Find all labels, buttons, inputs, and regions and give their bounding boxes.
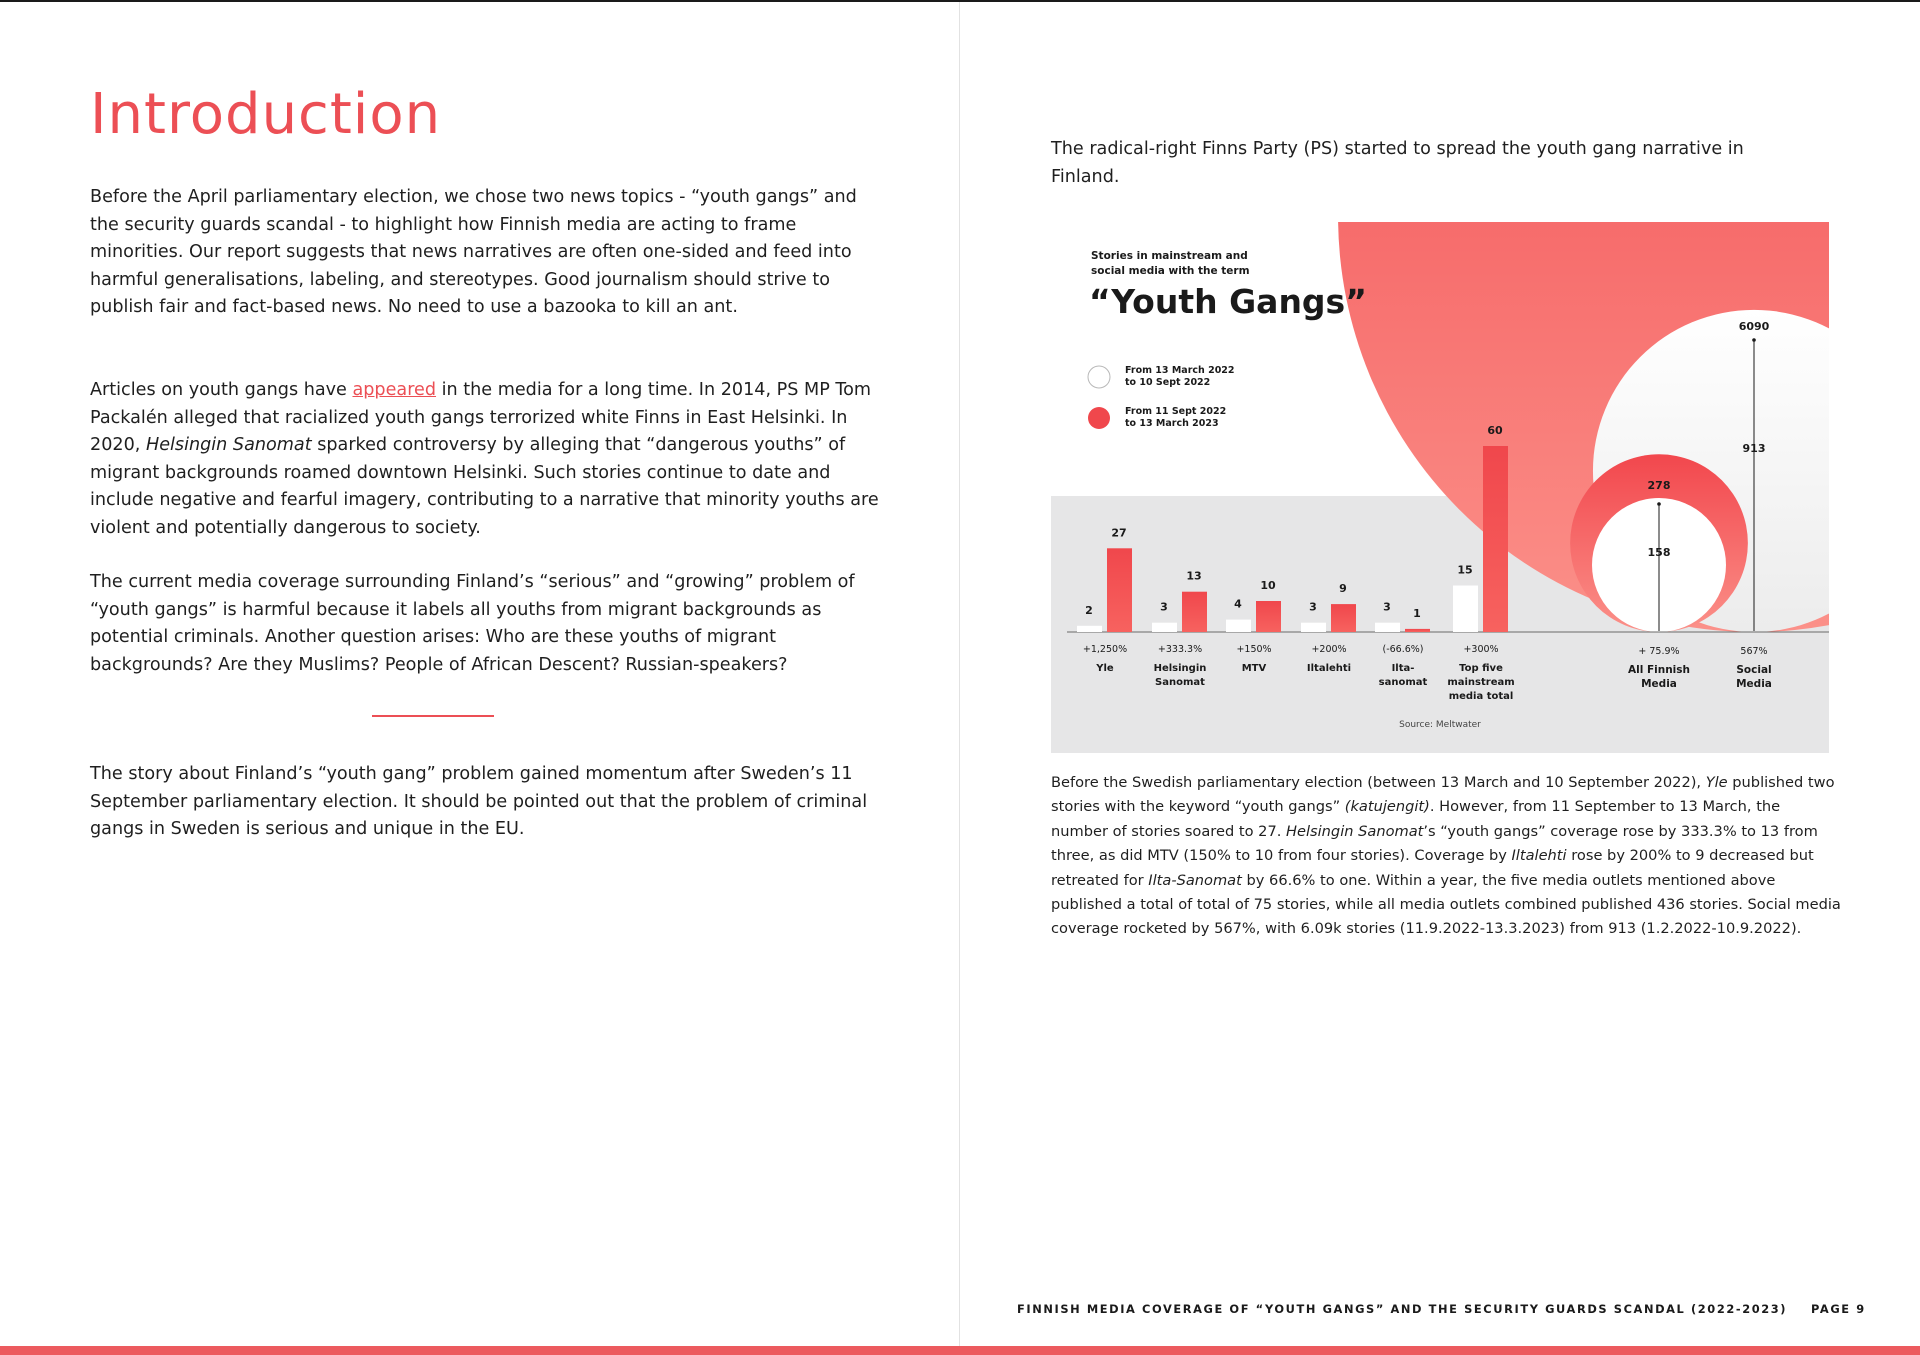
category-label: mainstream (1447, 677, 1515, 688)
social-media-leader-dot (1752, 338, 1756, 342)
social-media-after-label: 6090 (1738, 320, 1770, 333)
bar-after-label: 9 (1339, 582, 1347, 596)
bar-after (1483, 446, 1508, 632)
social-media-change: 567% (1740, 646, 1768, 657)
caption-text: by 66.6% to one. Within a year, the five media outlets mentioned above published a total of total of 75 stories, while all media outlets combined published 436 stories. Social media coverage rocketed by 567%, with 6.09k stories (11.9.2022-13.3.2023) from 913 (1.2.2022-10.9.2022). (1051, 871, 1841, 938)
bar-before (1226, 620, 1251, 632)
category-label: Sanomat (1155, 677, 1205, 688)
bar-before-label: 3 (1160, 600, 1168, 614)
category-label: MTV (1241, 663, 1267, 674)
paragraph-text: in the media for a long time. In 2014, PS MP Tom Packalén alleged that racialized youth gangs terrorized white Finns in East Helsinki. In 2020, (90, 380, 872, 455)
caption-text: Before the Swedish parliamentary election (between 13 March and 10 September 2022), (1051, 774, 1706, 791)
caption-text: ’s “youth gangs” coverage rose by 333.3% to 13 from three, as did MTV (150% to 10 from four stories). Coverage by (1051, 822, 1818, 865)
bar-before-label: 3 (1383, 600, 1391, 614)
category-label: media total (1448, 691, 1514, 702)
category-change: +300% (1463, 644, 1499, 655)
legend-after-label-1: From 11 Sept 2022 (1125, 406, 1227, 417)
legend-after-swatch (1088, 407, 1110, 429)
caption-text: published two stories with the keyword “youth gangs” (1051, 774, 1835, 816)
category-change: (-66.6%) (1382, 644, 1424, 655)
all-finnish-media-after-label: 278 (1647, 479, 1671, 492)
bar-after-label: 27 (1111, 526, 1127, 540)
bar-after-label: 13 (1186, 569, 1202, 583)
bar-after (1182, 592, 1207, 632)
category-change: +200% (1311, 644, 1347, 655)
all-finnish-media-before-label: 158 (1647, 546, 1671, 559)
caption-emphasis: Iltalehti (1511, 847, 1567, 865)
bar-before (1152, 623, 1177, 632)
bar-before-label: 2 (1085, 603, 1093, 617)
paragraph-history (90, 377, 880, 542)
bar-after (1331, 604, 1356, 632)
legend-before-label-1: From 13 March 2022 (1125, 365, 1235, 376)
bottom-accent-bar (0, 1346, 1920, 1355)
chart-subtitle-line2: social media with the term (1091, 265, 1250, 277)
caption-text: rose by 200% to 9 decreased but retreated for (1051, 847, 1814, 889)
caption-emphasis: Ilta-Sanomat (1148, 871, 1242, 889)
chart-subtitle-line1: Stories in mainstream and (1091, 250, 1248, 262)
all-finnish-media-label-2: Media (1641, 678, 1677, 690)
category-change: +150% (1236, 644, 1272, 655)
bar-before (1301, 623, 1326, 632)
youth-gangs-chart (1051, 222, 1829, 753)
social-media-label-2: Media (1736, 678, 1772, 690)
chart-caption (1051, 771, 1841, 942)
paragraph-text: Articles on youth gangs have (90, 380, 353, 400)
category-label: Helsingin (1153, 663, 1207, 674)
paragraph-text: sparked controversy by alleging that “dangerous youths” of migrant backgrounds roamed downtown Helsinki. Such stories continue to date and include negative and fearful imagery, contributing to a narrative that minority youths are violent and potentially dangerous to society. (90, 435, 879, 538)
category-label: Iltalehti (1306, 663, 1352, 674)
legend-before-swatch (1088, 366, 1110, 388)
paragraph-momentum: The story about Finland’s “youth gang” problem gained momentum after Sweden’s 11 September parliamentary election. It should be pointed out that the problem of criminal gangs in Sweden is serious and unique in the EU. (90, 764, 868, 839)
caption-emphasis: Yle (1705, 774, 1728, 791)
bar-after-label: 60 (1487, 424, 1503, 437)
caption-emphasis: Helsingin Sanomat (1286, 822, 1424, 840)
bar-before-label: 3 (1309, 600, 1317, 614)
paragraph-coverage: The current media coverage surrounding Finland’s “serious” and “growing” problem of “youth gangs” is harmful because it labels all youths from migrant backgrounds as potential criminals. Another question arises: Who are these youths of migrant backgrounds? Are they Muslims? People of African Descent? Russian-speakers? (90, 572, 855, 675)
caption-text: . However, from 11 September to 13 March, the number of stories soared to 27. (1051, 798, 1781, 840)
bar-before-label: 4 (1234, 597, 1242, 611)
category-change: +333.3% (1157, 644, 1203, 655)
legend-after-label-2: to 13 March 2023 (1125, 418, 1219, 429)
bar-after (1256, 601, 1281, 632)
social-media-before-label: 913 (1742, 442, 1766, 455)
category-label: sanomat (1378, 677, 1428, 688)
bar-after (1405, 629, 1430, 632)
category-label: Ilta- (1391, 663, 1415, 674)
all-finnish-media-leader-dot (1657, 502, 1661, 506)
bar-after-label: 10 (1260, 579, 1276, 592)
bar-before (1453, 586, 1478, 633)
bar-before (1375, 623, 1400, 632)
footer-title: FINNISH MEDIA COVERAGE OF “YOUTH GANGS” AND THE SECURITY GUARDS SCANDAL (2022-2023) (1017, 1302, 1788, 1316)
page-title: Introduction (90, 82, 442, 147)
legend-before-label-2: to 10 Sept 2022 (1125, 377, 1211, 388)
bar-before (1077, 626, 1102, 632)
appeared-link[interactable]: appeared (352, 380, 437, 400)
social-media-label-1: Social (1736, 664, 1772, 676)
bar-before-label: 15 (1457, 563, 1473, 577)
page-gutter (959, 2, 960, 1346)
all-finnish-media-label-1: All Finnish (1627, 664, 1691, 676)
section-divider (372, 715, 494, 717)
top-rule (0, 0, 1920, 2)
chart-intro: The radical-right Finns Party (PS) started to spread the youth gang narrative in Finland. (1051, 139, 1744, 187)
bar-after-label: 1 (1413, 606, 1421, 620)
caption-emphasis: (katujengit) (1344, 798, 1430, 816)
paragraph-intro: Before the April parliamentary election, we chose two news topics - “youth gangs” and the security guards scandal - to highlight how Finnish media are acting to frame minorities. Our report suggests that news narratives are often one-sided and feed into harmful generalisations, labeling, and stereotypes. Good journalism should strive to publish fair and fact-based news. No need to use a bazooka to kill an ant. (90, 187, 857, 317)
category-label: Top five (1459, 663, 1503, 674)
publication-name: Helsingin Sanomat (145, 435, 312, 455)
category-change: +1,250% (1082, 644, 1128, 655)
bar-after (1107, 548, 1132, 632)
category-label: Yle (1096, 663, 1114, 674)
chart-title: “Youth Gangs” (1089, 282, 1367, 321)
chart-svg (1051, 222, 1829, 753)
chart-source: Source: Meltwater (1399, 720, 1481, 730)
all-finnish-media-change: + 75.9% (1638, 646, 1680, 657)
page-number: PAGE 9 (1811, 1302, 1866, 1316)
